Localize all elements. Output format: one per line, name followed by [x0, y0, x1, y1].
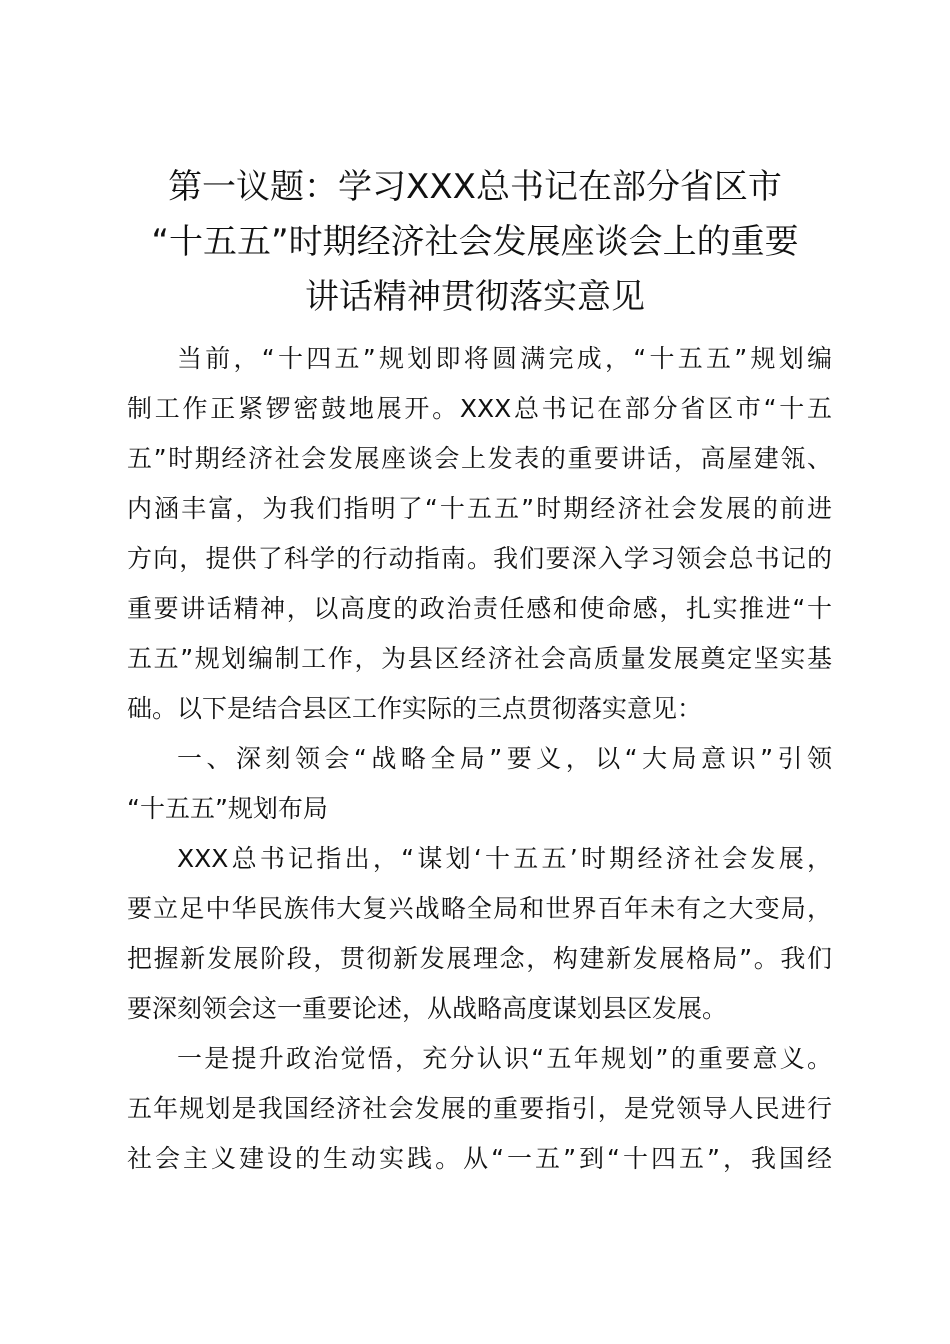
title-line-1: 第一议题：学习XXX总书记在部分省区市 — [168, 167, 782, 207]
section-heading — [127, 734, 832, 834]
text-line: 五”时期经济社会发展座谈会上发表的重要讲话，高屋建瓴、 — [127, 444, 832, 473]
document-body — [127, 334, 832, 1184]
text-line: 五五”规划编制工作，为县区经济社会高质量发展奠定坚实基 — [127, 644, 832, 673]
text-line: 要立足中华民族伟大复兴战略全局和世界百年未有之大变局， — [127, 894, 832, 923]
text-line: 制工作正紧锣密鼓地展开。XXX总书记在部分省区市“十五 — [127, 394, 832, 423]
text-line: 把握新发展阶段，贯彻新发展理念，构建新发展格局”。我们 — [127, 944, 832, 973]
document-title — [110, 160, 840, 325]
text-line: 一、深刻领会“战略全局”要义，以“大局意识”引领 — [177, 744, 832, 773]
text-line: 内涵丰富，为我们指明了“十五五”时期经济社会发展的前进 — [127, 494, 832, 523]
text-line: “十五五”规划布局 — [127, 794, 328, 823]
text-line: 方向，提供了科学的行动指南。我们要深入学习领会总书记的 — [127, 544, 832, 573]
quote-paragraph — [127, 834, 832, 1034]
point-paragraph — [127, 1034, 832, 1184]
text-line: XXX总书记指出，“谋划‘十五五’时期经济社会发展， — [177, 844, 832, 873]
title-line-2: “十五五”时期经济社会发展座谈会上的重要 — [151, 222, 799, 262]
text-line: 础。以下是结合县区工作实际的三点贯彻落实意见： — [127, 694, 703, 723]
intro-paragraph — [127, 334, 832, 734]
text-line: 五年规划是我国经济社会发展的重要指引，是党领导人民进行 — [127, 1094, 832, 1123]
text-line: 一是提升政治觉悟，充分认识“五年规划”的重要意义。 — [177, 1044, 832, 1073]
text-line: 重要讲话精神，以高度的政治责任感和使命感，扎实推进“十 — [127, 594, 832, 623]
text-line: 要深刻领会这一重要论述，从战略高度谋划县区发展。 — [127, 994, 728, 1023]
text-line: 社会主义建设的生动实践。从“一五”到“十四五”，我国经 — [127, 1144, 832, 1173]
title-line-3: 讲话精神贯彻落实意见 — [305, 277, 645, 317]
text-line: 当前，“十四五”规划即将圆满完成，“十五五”规划编 — [177, 344, 832, 373]
